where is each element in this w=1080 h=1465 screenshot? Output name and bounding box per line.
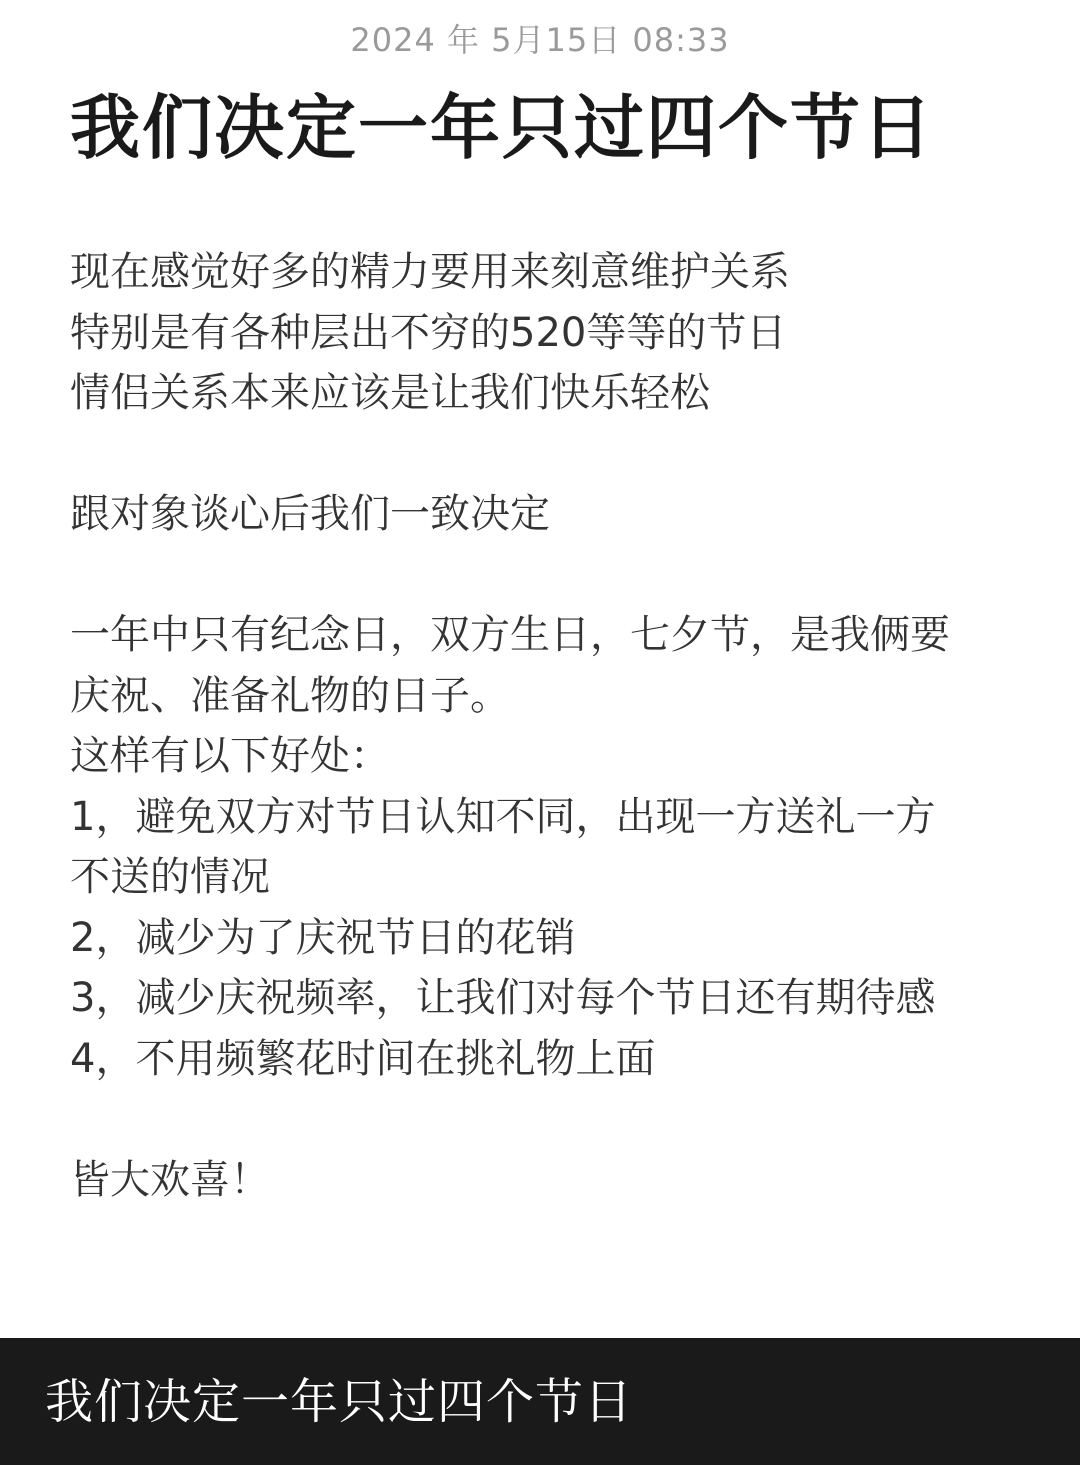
post-title: 我们决定一年只过四个节日 xyxy=(70,87,934,169)
list-item: 1，避免双方对节日认知不同，出现一方送礼一方 xyxy=(70,793,936,840)
body-line: 特别是有各种层出不穷的520等等的节日 xyxy=(70,309,787,356)
timestamp: 2024 年 5月15日 08:33 xyxy=(350,21,730,59)
body-line: 跟对象谈心后我们一致决定 xyxy=(70,491,550,537)
list-item-continuation: 不送的情况 xyxy=(70,854,270,900)
list-item: 3，减少庆祝频率，让我们对每个节日还有期待感 xyxy=(70,975,936,1021)
body-line: 现在感觉好多的精力要用来刻意维护关系 xyxy=(70,249,790,295)
blank-line xyxy=(70,1089,1030,1150)
body-line: 一年中只有纪念日，双方生日，七夕节，是我俩要 xyxy=(70,612,950,658)
caption-title: 我们决定一年只过四个节日 xyxy=(45,1374,634,1430)
body-line: 庆祝、准备礼物的日子。 xyxy=(70,672,510,719)
blank-line xyxy=(70,545,1030,606)
blank-line xyxy=(70,424,1030,485)
caption-bar xyxy=(0,1338,1080,1465)
body-line: 情侣关系本来应该是让我们快乐轻松 xyxy=(70,370,710,416)
body-line: 这样有以下好处： xyxy=(70,733,390,779)
list-item: 4，不用频繁花时间在挑礼物上面 xyxy=(70,1035,656,1082)
body-line: 皆大欢喜！ xyxy=(70,1156,270,1203)
list-item: 2，减少为了庆祝节日的花销 xyxy=(70,914,576,961)
post-body xyxy=(70,242,1030,1210)
